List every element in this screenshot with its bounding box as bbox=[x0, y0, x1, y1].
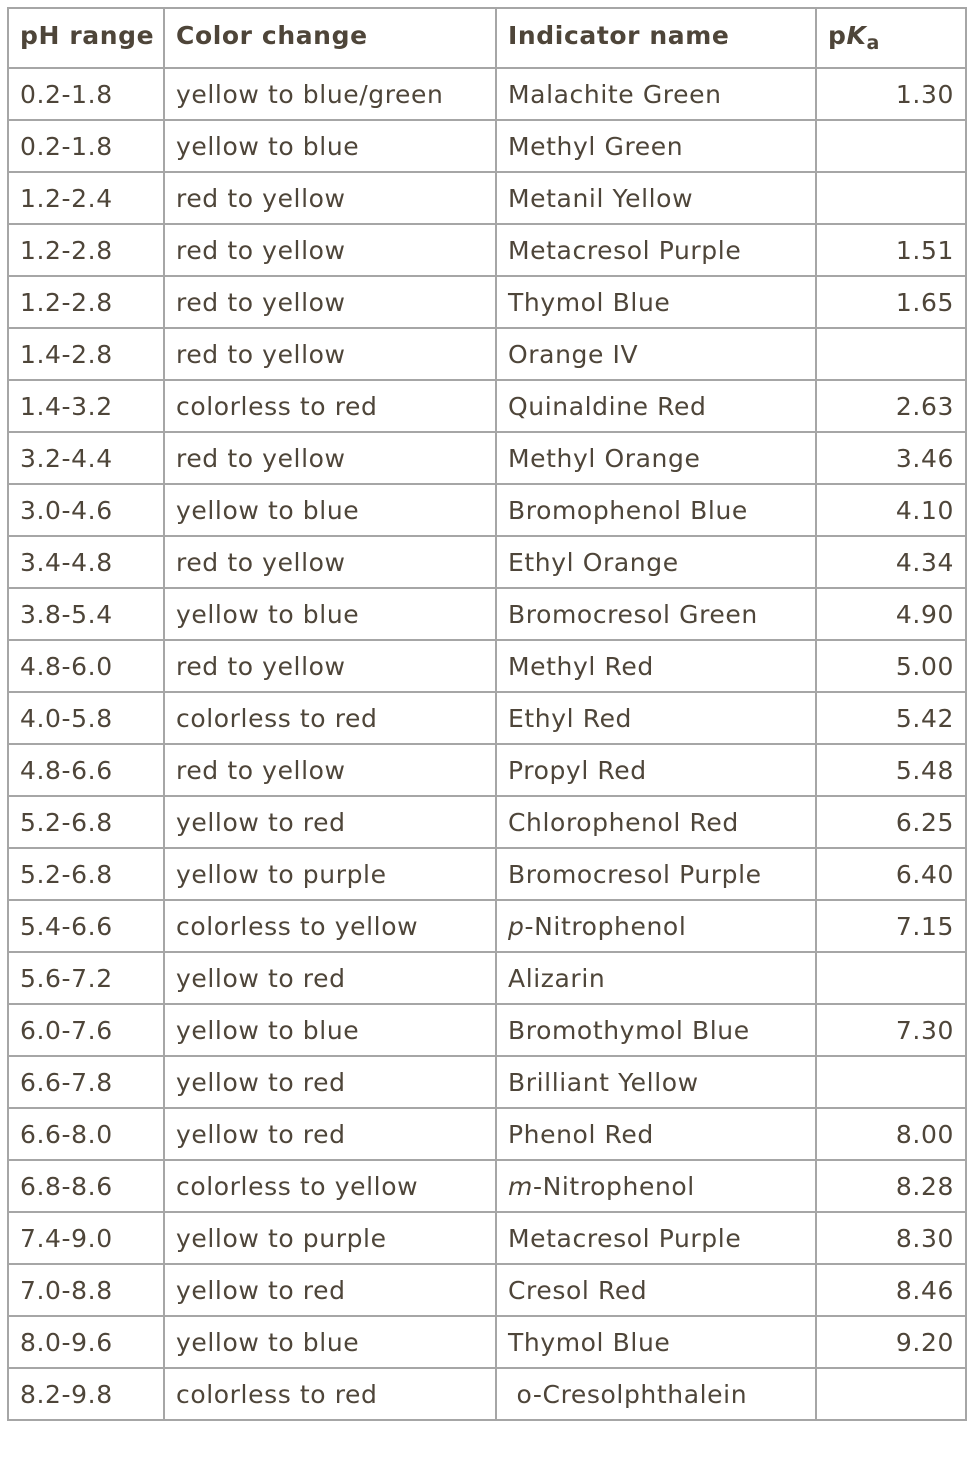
color-change-cell: yellow to red bbox=[164, 796, 496, 848]
ph-range-cell: 4.8-6.6 bbox=[8, 744, 164, 796]
header-pka-k: K bbox=[846, 21, 867, 50]
indicator-name-text: Methyl Orange bbox=[508, 443, 701, 473]
table-row bbox=[8, 1264, 966, 1316]
table-row bbox=[8, 744, 966, 796]
ph-range-cell: 7.0-8.8 bbox=[8, 1264, 164, 1316]
indicator-name-text: Metanil Yellow bbox=[508, 183, 694, 213]
indicator-name-text: Brilliant Yellow bbox=[508, 1067, 699, 1097]
color-change-cell: yellow to blue bbox=[164, 484, 496, 536]
table-row bbox=[8, 120, 966, 172]
indicator-table bbox=[7, 7, 967, 1421]
ph-range-cell: 1.2-2.8 bbox=[8, 224, 164, 276]
color-change-cell: colorless to red bbox=[164, 692, 496, 744]
ph-range-cell: 1.2-2.8 bbox=[8, 276, 164, 328]
pka-cell bbox=[816, 1056, 966, 1108]
indicator-name-text: -Nitrophenol bbox=[532, 1171, 695, 1201]
indicator-name-text: Cresol Red bbox=[508, 1275, 648, 1305]
color-change-cell: yellow to red bbox=[164, 1108, 496, 1160]
indicator-name-text: Alizarin bbox=[508, 963, 606, 993]
indicator-name-text: Chlorophenol Red bbox=[508, 807, 739, 837]
color-change-cell: colorless to red bbox=[164, 1368, 496, 1420]
table-row bbox=[8, 432, 966, 484]
color-change-cell: yellow to blue bbox=[164, 1316, 496, 1368]
color-change-cell: red to yellow bbox=[164, 224, 496, 276]
color-change-cell: yellow to red bbox=[164, 1264, 496, 1316]
pka-cell: 2.63 bbox=[816, 380, 966, 432]
indicator-name-text: Quinaldine Red bbox=[508, 391, 707, 421]
ph-range-cell: 6.0-7.6 bbox=[8, 1004, 164, 1056]
indicator-name-text: Bromophenol Blue bbox=[508, 495, 748, 525]
indicator-name-cell bbox=[496, 1316, 816, 1368]
color-change-cell: red to yellow bbox=[164, 172, 496, 224]
indicator-name-cell bbox=[496, 1160, 816, 1212]
table-row bbox=[8, 796, 966, 848]
indicator-name-cell bbox=[496, 744, 816, 796]
indicator-name-cell bbox=[496, 952, 816, 1004]
ph-range-cell: 3.2-4.4 bbox=[8, 432, 164, 484]
table-row bbox=[8, 1056, 966, 1108]
ph-range-cell: 0.2-1.8 bbox=[8, 120, 164, 172]
ph-range-cell: 5.4-6.6 bbox=[8, 900, 164, 952]
color-change-cell: red to yellow bbox=[164, 328, 496, 380]
ph-range-cell: 3.0-4.6 bbox=[8, 484, 164, 536]
color-change-cell: yellow to blue/green bbox=[164, 68, 496, 120]
table-row bbox=[8, 848, 966, 900]
color-change-cell: yellow to blue bbox=[164, 120, 496, 172]
ph-range-cell: 6.6-7.8 bbox=[8, 1056, 164, 1108]
indicator-name-cell bbox=[496, 692, 816, 744]
color-change-cell: yellow to purple bbox=[164, 848, 496, 900]
color-change-cell: red to yellow bbox=[164, 640, 496, 692]
indicator-name-text: Methyl Red bbox=[508, 651, 654, 681]
pka-cell: 8.28 bbox=[816, 1160, 966, 1212]
indicator-name-cell bbox=[496, 1212, 816, 1264]
indicator-name-text: Metacresol Purple bbox=[508, 235, 742, 265]
ph-range-cell: 0.2-1.8 bbox=[8, 68, 164, 120]
indicator-name-cell bbox=[496, 432, 816, 484]
indicator-name-text: Methyl Green bbox=[508, 131, 684, 161]
ph-range-cell: 4.0-5.8 bbox=[8, 692, 164, 744]
pka-cell: 4.34 bbox=[816, 536, 966, 588]
pka-cell: 8.30 bbox=[816, 1212, 966, 1264]
table-row bbox=[8, 692, 966, 744]
pka-cell: 6.40 bbox=[816, 848, 966, 900]
pka-cell: 7.30 bbox=[816, 1004, 966, 1056]
table-row bbox=[8, 484, 966, 536]
table-body bbox=[8, 68, 966, 1420]
indicator-name-cell bbox=[496, 796, 816, 848]
indicator-name-text: Propyl Red bbox=[508, 755, 647, 785]
indicator-name-text: Malachite Green bbox=[508, 79, 722, 109]
pka-cell: 5.42 bbox=[816, 692, 966, 744]
header-row bbox=[8, 8, 966, 68]
table-row bbox=[8, 1212, 966, 1264]
color-change-cell: yellow to red bbox=[164, 952, 496, 1004]
ph-range-cell: 3.4-4.8 bbox=[8, 536, 164, 588]
ph-range-cell: 1.2-2.4 bbox=[8, 172, 164, 224]
indicator-name-text: Metacresol Purple bbox=[508, 1223, 742, 1253]
indicator-name-cell bbox=[496, 328, 816, 380]
indicator-name-cell bbox=[496, 536, 816, 588]
indicator-name-cell bbox=[496, 172, 816, 224]
pka-cell: 4.10 bbox=[816, 484, 966, 536]
table-row bbox=[8, 276, 966, 328]
table-row bbox=[8, 952, 966, 1004]
indicator-name-text: Thymol Blue bbox=[508, 287, 671, 317]
indicator-name-cell bbox=[496, 484, 816, 536]
table-row bbox=[8, 588, 966, 640]
header-color-change: Color change bbox=[164, 8, 496, 68]
pka-cell: 3.46 bbox=[816, 432, 966, 484]
table-row bbox=[8, 224, 966, 276]
indicator-name-cell bbox=[496, 900, 816, 952]
table-row bbox=[8, 1316, 966, 1368]
header-ph-range: pH range bbox=[8, 8, 164, 68]
color-change-cell: colorless to yellow bbox=[164, 1160, 496, 1212]
indicator-name-cell bbox=[496, 640, 816, 692]
table-row bbox=[8, 1004, 966, 1056]
pka-cell bbox=[816, 120, 966, 172]
indicator-name-text: o-Cresolphthalein bbox=[508, 1379, 748, 1409]
color-change-cell: red to yellow bbox=[164, 432, 496, 484]
ph-range-cell: 5.2-6.8 bbox=[8, 848, 164, 900]
table-row bbox=[8, 68, 966, 120]
indicator-name-cell bbox=[496, 1108, 816, 1160]
pka-cell bbox=[816, 172, 966, 224]
ph-range-cell: 4.8-6.0 bbox=[8, 640, 164, 692]
indicator-name-cell bbox=[496, 1004, 816, 1056]
indicator-name-text: Ethyl Orange bbox=[508, 547, 679, 577]
indicator-name-cell bbox=[496, 588, 816, 640]
pka-cell bbox=[816, 328, 966, 380]
indicator-name-cell bbox=[496, 1056, 816, 1108]
ph-range-cell: 3.8-5.4 bbox=[8, 588, 164, 640]
ph-range-cell: 8.0-9.6 bbox=[8, 1316, 164, 1368]
ph-range-cell: 6.6-8.0 bbox=[8, 1108, 164, 1160]
indicator-name-cell bbox=[496, 848, 816, 900]
pka-cell: 1.30 bbox=[816, 68, 966, 120]
indicator-name-cell bbox=[496, 224, 816, 276]
pka-cell: 7.15 bbox=[816, 900, 966, 952]
indicator-name-text: Thymol Blue bbox=[508, 1327, 671, 1357]
pka-cell bbox=[816, 952, 966, 1004]
table-row bbox=[8, 900, 966, 952]
ph-range-cell: 5.6-7.2 bbox=[8, 952, 164, 1004]
color-change-cell: yellow to blue bbox=[164, 1004, 496, 1056]
pka-cell: 6.25 bbox=[816, 796, 966, 848]
indicator-name-prefix: p bbox=[508, 911, 525, 941]
color-change-cell: yellow to blue bbox=[164, 588, 496, 640]
pka-cell: 9.20 bbox=[816, 1316, 966, 1368]
table-row bbox=[8, 328, 966, 380]
pka-cell: 4.90 bbox=[816, 588, 966, 640]
indicator-name-cell bbox=[496, 276, 816, 328]
header-pka-p: p bbox=[828, 21, 847, 50]
header-pka-sub: a bbox=[866, 32, 880, 54]
indicator-name-cell bbox=[496, 120, 816, 172]
color-change-cell: red to yellow bbox=[164, 536, 496, 588]
indicator-name-text: Orange IV bbox=[508, 339, 639, 369]
header-indicator-name: Indicator name bbox=[496, 8, 816, 68]
pka-cell: 1.51 bbox=[816, 224, 966, 276]
indicator-name-cell bbox=[496, 68, 816, 120]
ph-range-cell: 7.4-9.0 bbox=[8, 1212, 164, 1264]
indicator-name-text: -Nitrophenol bbox=[524, 911, 687, 941]
pka-cell: 8.46 bbox=[816, 1264, 966, 1316]
pka-cell: 5.48 bbox=[816, 744, 966, 796]
indicator-name-text: Bromocresol Purple bbox=[508, 859, 762, 889]
color-change-cell: yellow to purple bbox=[164, 1212, 496, 1264]
color-change-cell: yellow to red bbox=[164, 1056, 496, 1108]
pka-cell bbox=[816, 1368, 966, 1420]
color-change-cell: colorless to yellow bbox=[164, 900, 496, 952]
table-row bbox=[8, 172, 966, 224]
table-row bbox=[8, 1108, 966, 1160]
pka-cell: 5.00 bbox=[816, 640, 966, 692]
table-row bbox=[8, 380, 966, 432]
indicator-name-cell bbox=[496, 1368, 816, 1420]
color-change-cell: colorless to red bbox=[164, 380, 496, 432]
indicator-name-prefix: m bbox=[508, 1171, 533, 1201]
table-row bbox=[8, 1368, 966, 1420]
indicator-name-text: Ethyl Red bbox=[508, 703, 633, 733]
indicator-name-text: Bromocresol Green bbox=[508, 599, 758, 629]
indicator-name-text: Bromothymol Blue bbox=[508, 1015, 750, 1045]
table-row bbox=[8, 640, 966, 692]
indicator-name-cell bbox=[496, 380, 816, 432]
ph-range-cell: 1.4-3.2 bbox=[8, 380, 164, 432]
ph-range-cell: 6.8-8.6 bbox=[8, 1160, 164, 1212]
color-change-cell: red to yellow bbox=[164, 744, 496, 796]
ph-range-cell: 8.2-9.8 bbox=[8, 1368, 164, 1420]
pka-cell: 8.00 bbox=[816, 1108, 966, 1160]
indicator-name-cell bbox=[496, 1264, 816, 1316]
indicator-name-text: Phenol Red bbox=[508, 1119, 654, 1149]
ph-range-cell: 1.4-2.8 bbox=[8, 328, 164, 380]
table-row bbox=[8, 1160, 966, 1212]
table-row bbox=[8, 536, 966, 588]
header-pka bbox=[816, 8, 966, 68]
color-change-cell: red to yellow bbox=[164, 276, 496, 328]
ph-range-cell: 5.2-6.8 bbox=[8, 796, 164, 848]
pka-cell: 1.65 bbox=[816, 276, 966, 328]
